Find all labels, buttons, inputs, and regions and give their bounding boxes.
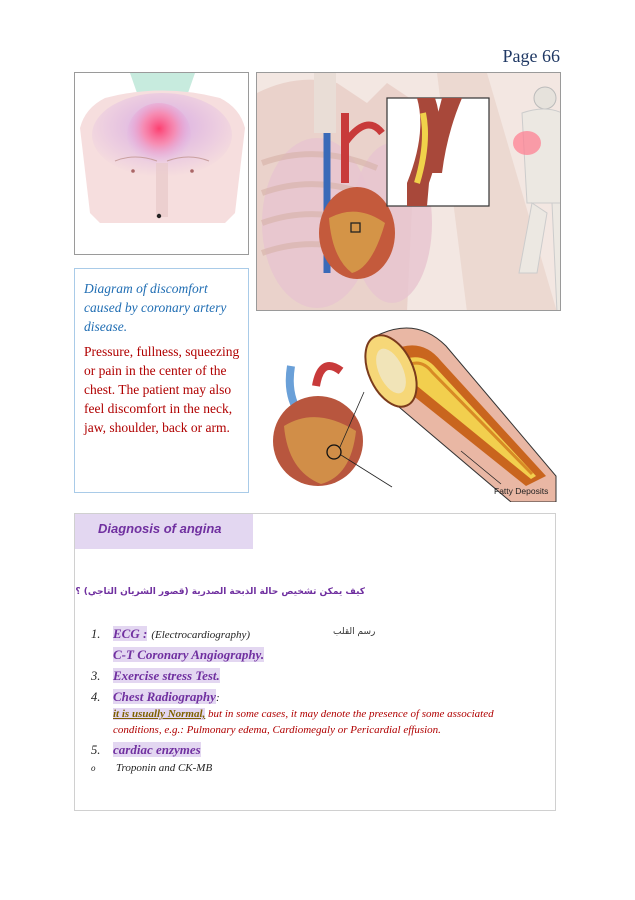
list-item — [91, 688, 531, 738]
note-rest: but in some cases, it may denote the presence of some associated conditions, e.g.: Pulmonary edema, Cardiomegaly or Pericardial effusion. — [113, 708, 494, 736]
fatty-deposits-label: Fatty Deposits — [494, 486, 549, 496]
coronary-artery-figure — [256, 316, 561, 502]
item-suffix: : — [215, 692, 220, 704]
chest-pain-torso-illustration — [75, 73, 249, 255]
page-number: Page 66 — [502, 46, 560, 66]
list-number: 4. — [91, 690, 101, 704]
heart-anatomy-illustration — [257, 73, 561, 311]
sub-list-item — [91, 762, 531, 774]
list-item — [91, 646, 531, 664]
list-item — [91, 667, 531, 685]
chest-pain-torso-figure — [74, 72, 249, 255]
figure-caption-box — [74, 268, 249, 493]
arabic-note: رسم القلب — [333, 627, 376, 637]
caption-title: Diagram of discomfort caused by coronary artery disease. — [84, 281, 227, 334]
list-item — [91, 741, 531, 759]
arabic-question: كيف يمكن تشخيص حالة الذبحة الصدرية (قصور الشريان التاجي) ؟ — [75, 587, 365, 597]
diagnosis-list — [91, 625, 531, 774]
list-number: 3. — [91, 669, 101, 683]
list-number: 5. — [91, 743, 101, 757]
coronary-artery-illustration — [256, 316, 561, 502]
item-note — [113, 706, 531, 738]
item-detail: (Electrocardiography) — [151, 629, 251, 641]
sub-item-text: Troponin and CK-MB — [116, 762, 213, 774]
diagnosis-section — [74, 513, 556, 811]
heart-anatomy-figure — [256, 72, 561, 311]
item-label: Chest Radiography — [113, 689, 216, 704]
list-item — [91, 625, 531, 643]
item-label: ECG : — [113, 626, 148, 641]
bullet-icon: o — [91, 763, 96, 773]
item-label: C-T Coronary Angiography. — [113, 647, 265, 662]
item-label: cardiac enzymes — [113, 742, 201, 757]
list-number: 1. — [91, 627, 101, 641]
item-label: Exercise stress Test. — [113, 668, 220, 683]
diagnosis-header: Diagnosis of angina — [75, 514, 253, 549]
note-highlight: it is usually Normal, — [113, 708, 206, 720]
caption-body: Pressure, fullness, squeezing or pain in the center of the chest. The patient may also feel discomfort in the neck, jaw, shoulder, back or arm. — [84, 344, 240, 435]
